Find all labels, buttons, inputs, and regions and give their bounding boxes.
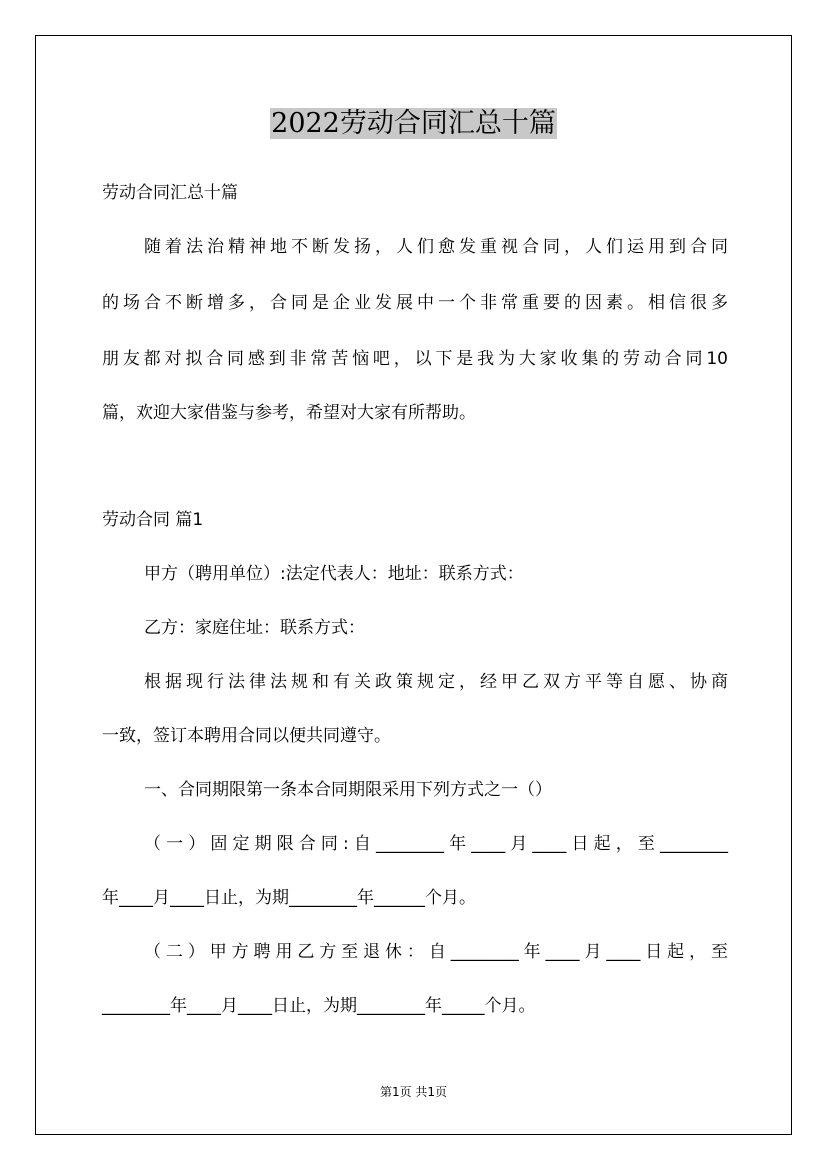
intro-line-4: 篇，欢迎大家借鉴与参考，希望对大家有所帮助。 xyxy=(102,403,476,423)
intro-line-1: 随着法治精神地不断发扬，人们愈发重视合同，人们运用到合同 xyxy=(144,237,728,257)
article-heading: 一、合同期限第一条本合同期限采用下列方式之一（） xyxy=(144,780,552,800)
intro-line-2: 的场合不断增多，合同是企业发展中一个非常重要的因素。相信很多 xyxy=(102,293,728,313)
intro-line-3: 朋友都对拟合同感到非常苦恼吧，以下是我为大家收集的劳动合同10 xyxy=(102,349,728,369)
section-heading: 劳动合同 篇1 xyxy=(102,510,204,530)
retirement-line-1: （二）甲方聘用乙方至退休：自________年____月____日起，至 xyxy=(144,942,728,962)
basis-line-2: 一致，签订本聘用合同以便共同遵守。 xyxy=(102,726,391,746)
page-footer: 第1页 共1页 xyxy=(379,1085,448,1099)
retirement-line-2: ________年____月____日止，为期________年_____个月。 xyxy=(102,996,536,1016)
party-a-line: 甲方（聘用单位）:法定代表人：地址：联系方式： xyxy=(144,564,524,584)
party-b-line: 乙方：家庭住址：联系方式： xyxy=(144,618,365,638)
fixed-term-line-1: （一）固定期限合同:自________年____月____日起，至________ xyxy=(144,834,728,854)
subtitle: 劳动合同汇总十篇 xyxy=(102,183,238,203)
basis-line-1: 根据现行法律法规和有关政策规定，经甲乙双方平等自愿、协商 xyxy=(144,672,728,692)
title-text: 2022劳动合同汇总十篇 xyxy=(271,108,556,139)
document-title xyxy=(0,104,827,144)
fixed-term-line-2: 年____月____日止，为期________年______个月。 xyxy=(102,888,476,908)
